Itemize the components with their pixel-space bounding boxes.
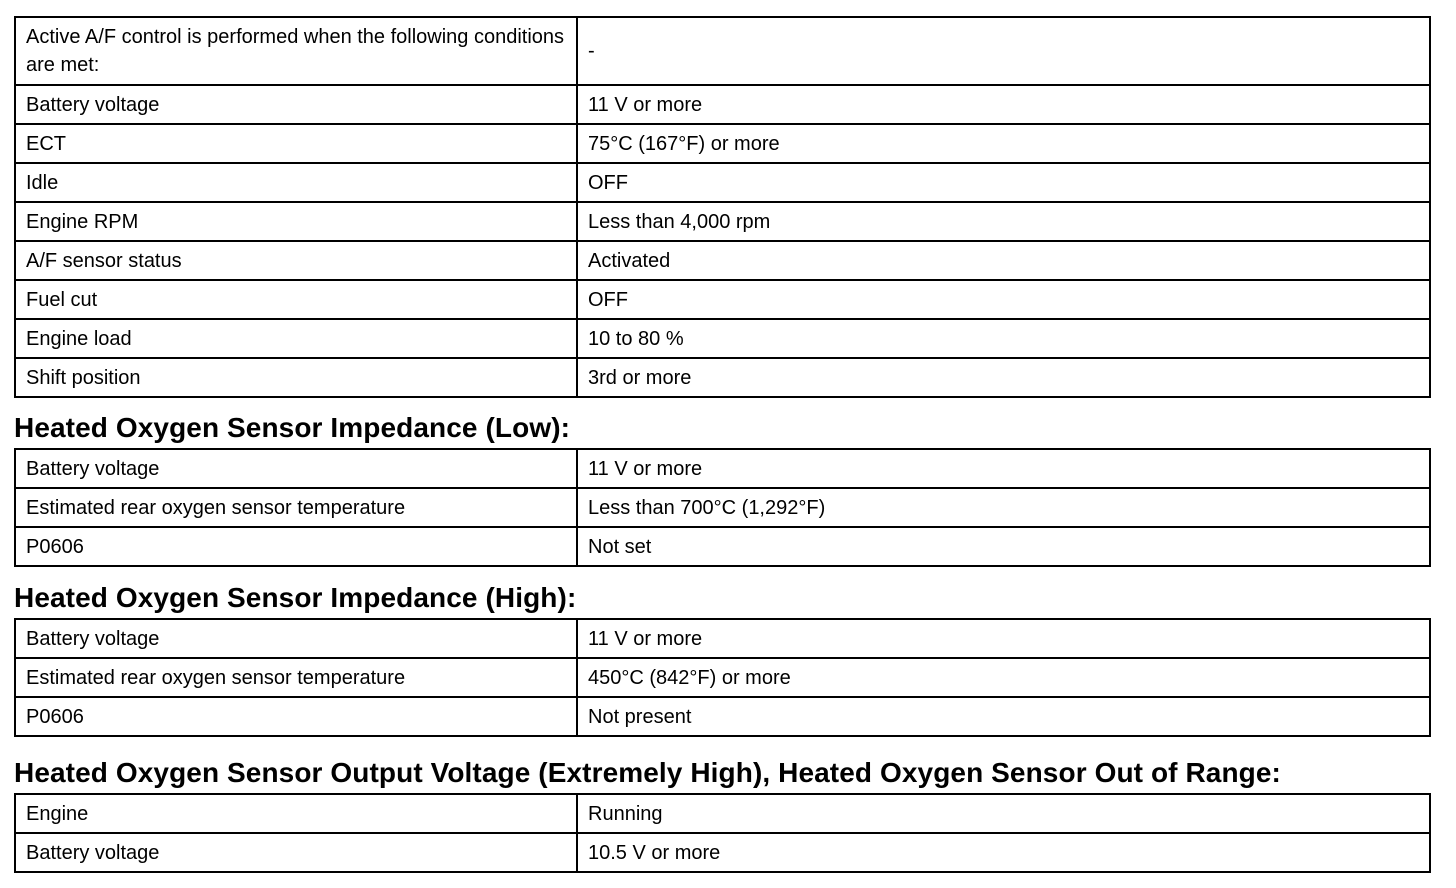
condition-cell: Fuel cut xyxy=(15,280,577,319)
value-cell: Not present xyxy=(577,697,1430,736)
condition-cell: Engine load xyxy=(15,319,577,358)
condition-cell: Battery voltage xyxy=(15,619,577,658)
value-cell: 3rd or more xyxy=(577,358,1430,397)
value-cell: Activated xyxy=(577,241,1430,280)
table-row xyxy=(15,319,1430,358)
table-row xyxy=(15,202,1430,241)
condition-cell: Active A/F control is performed when the following conditions are met: xyxy=(15,17,577,85)
table-row xyxy=(15,85,1430,124)
table-row xyxy=(15,358,1430,397)
table-row xyxy=(15,449,1430,488)
condition-cell: ECT xyxy=(15,124,577,163)
value-cell: 11 V or more xyxy=(577,449,1430,488)
condition-cell: Battery voltage xyxy=(15,449,577,488)
document xyxy=(14,16,1431,873)
value-cell: OFF xyxy=(577,163,1430,202)
table-row xyxy=(15,527,1430,566)
value-cell: 10 to 80 % xyxy=(577,319,1430,358)
condition-cell: Shift position xyxy=(15,358,577,397)
table-row xyxy=(15,794,1430,833)
condition-cell: Battery voltage xyxy=(15,85,577,124)
condition-cell: P0606 xyxy=(15,697,577,736)
value-cell: 450°C (842°F) or more xyxy=(577,658,1430,697)
impedance-low-table xyxy=(14,448,1431,567)
table-row xyxy=(15,17,1430,85)
table-row xyxy=(15,833,1430,872)
output-voltage-table xyxy=(14,793,1431,873)
value-cell: Less than 4,000 rpm xyxy=(577,202,1430,241)
condition-cell: Engine xyxy=(15,794,577,833)
table-row xyxy=(15,124,1430,163)
table-row xyxy=(15,163,1430,202)
section-heading-output-voltage: Heated Oxygen Sensor Output Voltage (Extremely High), Heated Oxygen Sensor Out of Range: xyxy=(14,757,1281,788)
condition-cell: A/F sensor status xyxy=(15,241,577,280)
value-cell: Running xyxy=(577,794,1430,833)
table-row xyxy=(15,697,1430,736)
value-cell: 75°C (167°F) or more xyxy=(577,124,1430,163)
value-cell: 10.5 V or more xyxy=(577,833,1430,872)
condition-cell: Engine RPM xyxy=(15,202,577,241)
value-cell: Less than 700°C (1,292°F) xyxy=(577,488,1430,527)
impedance-high-table xyxy=(14,618,1431,737)
active-af-conditions-table xyxy=(14,16,1431,398)
value-cell: - xyxy=(577,17,1430,85)
value-cell: OFF xyxy=(577,280,1430,319)
value-cell: Not set xyxy=(577,527,1430,566)
value-cell: 11 V or more xyxy=(577,85,1430,124)
table-row xyxy=(15,241,1430,280)
table-row xyxy=(15,619,1430,658)
table-row xyxy=(15,488,1430,527)
section-heading-impedance-high: Heated Oxygen Sensor Impedance (High): xyxy=(14,582,577,613)
condition-cell: Estimated rear oxygen sensor temperature xyxy=(15,658,577,697)
table-row xyxy=(15,280,1430,319)
condition-cell: Estimated rear oxygen sensor temperature xyxy=(15,488,577,527)
section-heading-impedance-low: Heated Oxygen Sensor Impedance (Low): xyxy=(14,412,571,443)
condition-cell: Idle xyxy=(15,163,577,202)
value-cell: 11 V or more xyxy=(577,619,1430,658)
condition-cell: Battery voltage xyxy=(15,833,577,872)
condition-cell: P0606 xyxy=(15,527,577,566)
table-row xyxy=(15,658,1430,697)
